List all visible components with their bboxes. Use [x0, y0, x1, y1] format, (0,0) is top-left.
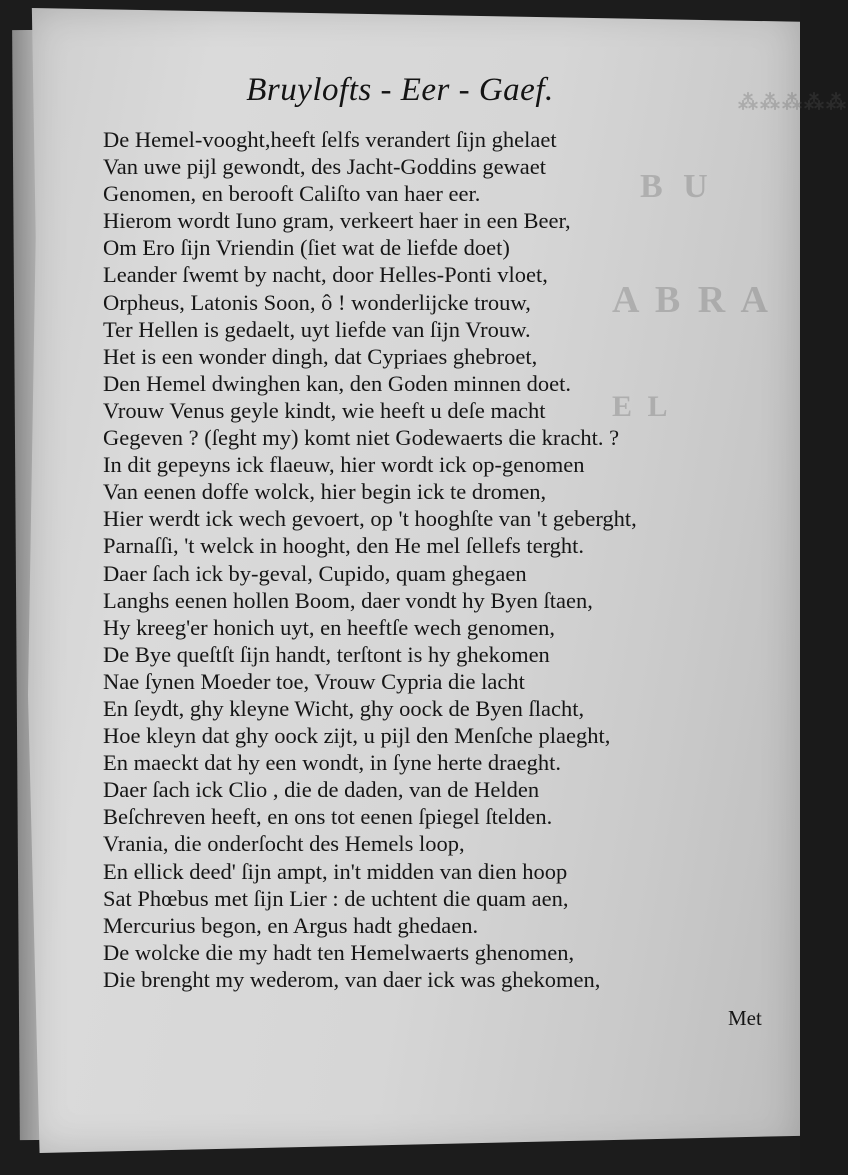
poem-line: Hierom wordt Iuno gram, verkeert haer in een Beer,	[103, 208, 571, 234]
poem-body	[103, 126, 783, 993]
poem-line: En ellick deed' ſijn ampt, in't midden van dien hoop	[103, 858, 568, 884]
poem-line: En maeckt dat hy een wondt, in ſyne herte draeght.	[103, 750, 561, 776]
poem-line: De Hemel-vooght,heeft ſelfs verandert ſijn ghelaet	[103, 127, 557, 152]
catchword: Met	[728, 1006, 762, 1030]
poem-line: Nae ſynen Moeder toe, Vrouw Cypria die lacht	[103, 668, 525, 694]
poem-line: Die brenght my wederom, van daer ick was ghekomen,	[103, 966, 601, 992]
show-through-text-1: B U	[640, 168, 714, 205]
poem-line: Hoe kleyn dat ghy oock zijt, u pijl den Menſche plaeght,	[103, 723, 611, 749]
poem-line: Daer ſach ick by-geval, Cupido, quam ghegaen	[103, 560, 527, 586]
show-through-text-2: A B R A	[612, 279, 772, 321]
show-through-text-3: E L	[612, 390, 672, 423]
page-title: Bruylofts - Eer - Gaef.	[246, 72, 554, 108]
poem-line: Orpheus, Latonis Soon, ô ! wonderlijcke trouw,	[103, 289, 531, 315]
poem-line: Beſchreven heeft, en ons tot eenen ſpiegel ſtelden.	[103, 804, 553, 830]
poem-line: Hier werdt ick wech gevoert, op 't hooghſte van 't geberght,	[103, 506, 637, 532]
poem-line: De wolcke die my hadt ten Hemelwaerts ghenomen,	[103, 939, 575, 965]
poem-line: Mercurius begon, en Argus hadt ghedaen.	[103, 912, 479, 938]
poem-line: Hy kreeg'er honich uyt, en heeftſe wech genomen,	[103, 614, 555, 640]
poem-line: En ſeydt, ghy kleyne Wicht, ghy oock de Byen ſlacht,	[103, 695, 585, 721]
show-through-ornament: ⁂⁂⁂⁂⁂	[738, 92, 848, 114]
poem-line: Gegeven ? (ſeght my) komt niet Godewaerts die kracht. ?	[103, 425, 620, 451]
poem-line: Vrouw Venus geyle kindt, wie heeft u deſe macht	[103, 397, 546, 423]
poem-line: Om Ero ſijn Vriendin (ſiet wat de liefde doet)	[103, 235, 510, 261]
poem-line: Daer ſach ick Clio , die de daden, van de Helden	[103, 777, 540, 803]
poem-line: Genomen, en berooft Caliſto van haer eer.	[103, 181, 481, 207]
poem-line: Leander ſwemt by nacht, door Helles-Ponti vloet,	[103, 262, 548, 288]
poem-line: De Bye queſtſt ſijn handt, terſtont is hy ghekomen	[103, 641, 550, 667]
poem-line: Sat Phœbus met ſijn Lier : de uchtent die quam aen,	[103, 885, 569, 911]
poem-line: Vrania, die onderſocht des Hemels loop,	[103, 831, 465, 857]
poem-line: Van eenen doffe wolck, hier begin ick te dromen,	[103, 479, 547, 505]
poem-line: Parnaſſi, 't welck in hooght, den He mel ſellefs terght.	[103, 533, 585, 559]
poem-line: In dit gepeyns ick flaeuw, hier wordt ick op-genomen	[103, 452, 585, 478]
poem-line: Het is een wonder dingh, dat Cypriaes ghebroet,	[103, 343, 538, 369]
poem-line: Den Hemel dwinghen kan, den Goden minnen doet.	[103, 370, 572, 396]
poem-line: Langhs eenen hollen Boom, daer vondt hy Byen ſtaen,	[103, 587, 593, 613]
poem-line: Ter Hellen is gedaelt, uyt liefde van ſijn Vrouw.	[103, 316, 531, 342]
poem-line: Van uwe pijl gewondt, des Jacht-Goddins gewaet	[103, 154, 547, 180]
